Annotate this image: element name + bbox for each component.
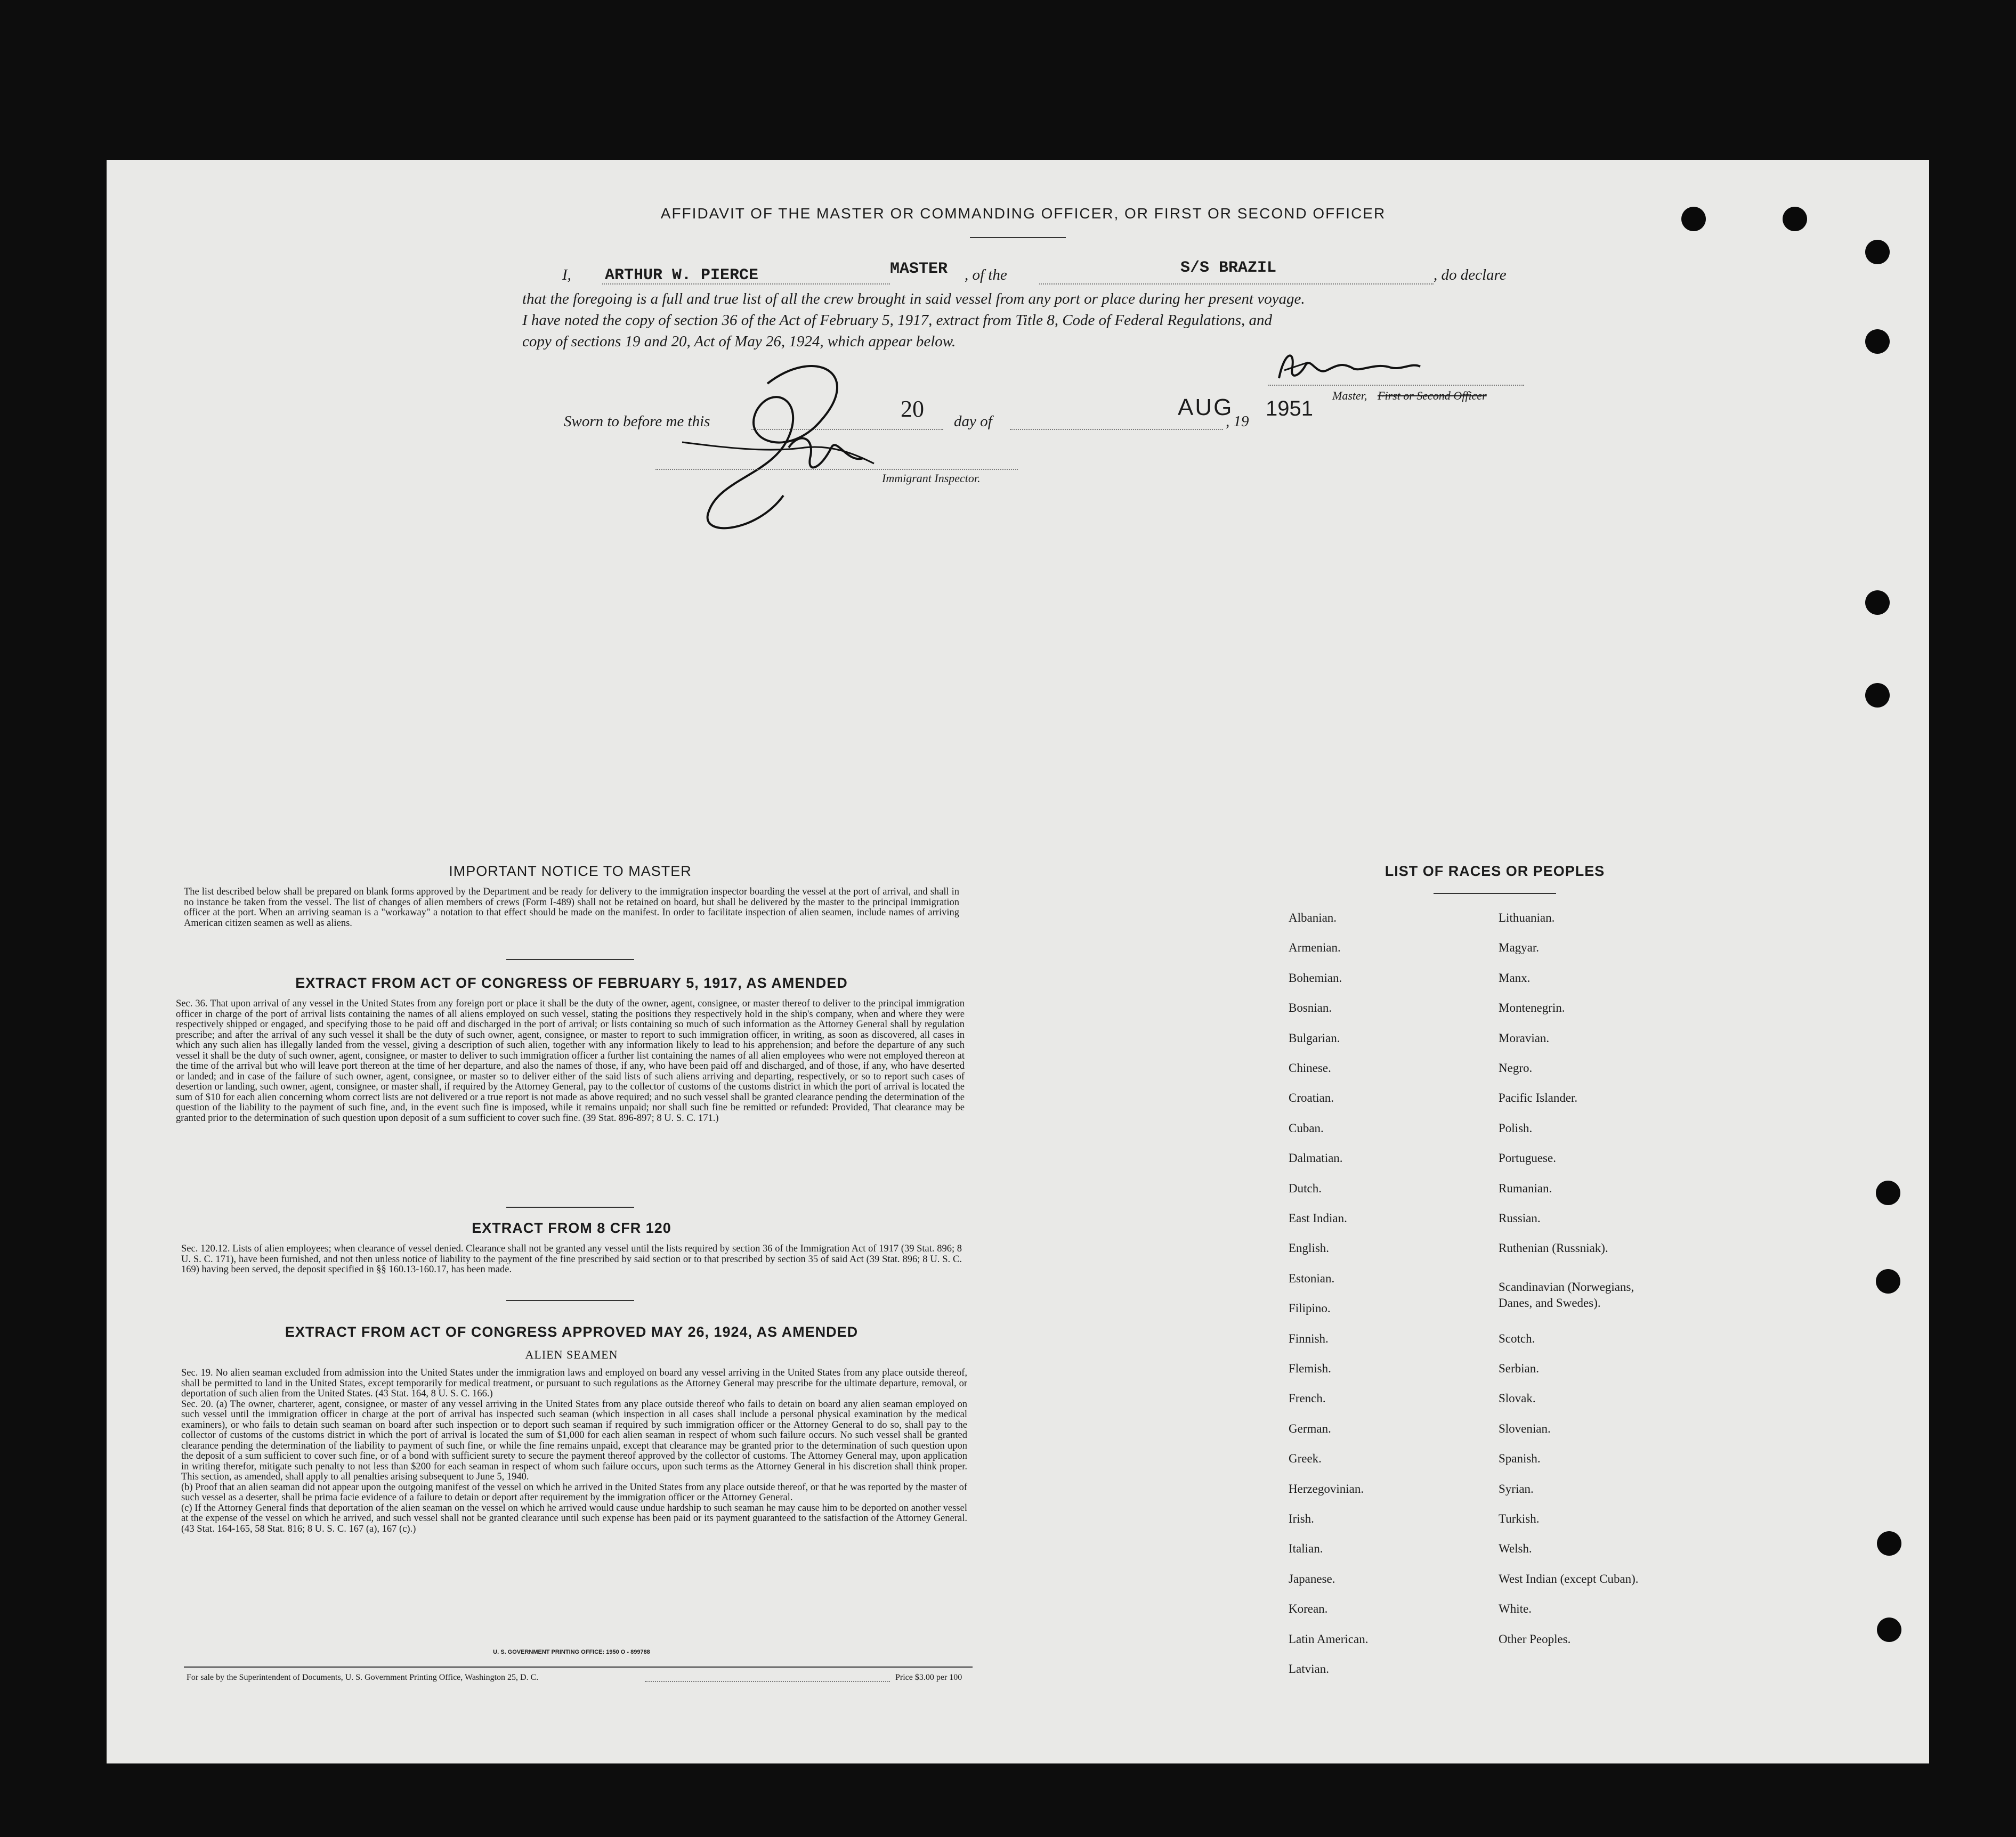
race-item: Danes, and Swedes). [1499, 1296, 1601, 1310]
year-prefix: , 19 [1226, 413, 1249, 430]
extract-1924-body [181, 1368, 967, 1534]
inspector-label: Immigrant Inspector. [882, 472, 981, 485]
race-item: Pacific Islander. [1499, 1091, 1578, 1105]
day-of-text: day of [954, 413, 992, 430]
inspector-signature [629, 352, 906, 543]
race-item: Dutch. [1289, 1181, 1322, 1195]
affidavit-title: AFFIDAVIT OF THE MASTER OR COMMANDING OFFICER, OR FIRST OR SECOND OFFICER [660, 205, 1386, 222]
master-signature [1268, 346, 1423, 389]
divider [506, 1207, 634, 1208]
race-item: Italian. [1289, 1542, 1323, 1556]
of-the-text: , of the [965, 266, 1007, 283]
affiant-rank: MASTER [890, 260, 948, 278]
month-line [1010, 429, 1223, 430]
footer-rule [184, 1667, 973, 1668]
inspector-line [655, 469, 1018, 470]
race-item: Magyar. [1499, 941, 1540, 955]
race-item: Dalmatian. [1289, 1151, 1343, 1165]
race-item: Flemish. [1289, 1362, 1331, 1375]
sworn-month: AUG [1178, 394, 1234, 420]
race-item: Estonian. [1289, 1271, 1335, 1285]
race-item: Rumanian. [1499, 1181, 1552, 1195]
race-item: West Indian (except Cuban). [1499, 1572, 1639, 1586]
notice-body: The list described below shall be prepared on blank forms approved by the Department and be ready for delivery to the immigration inspector boarding the vessel at the port of arrival, and shall in no instance be taken from the vessel. The list of changes of alien members of crews (Form I-489) shall not be retained on board, but shall be delivered by the master to the principal immigration officer at the port. When an arriving seaman is a "workaway" a notation to that effect should be made on the manifest. In order to facilitate inspection of alien seamen, include names of arriving American citizen seamen as well as aliens. [184, 887, 959, 929]
race-item: Syrian. [1499, 1482, 1534, 1495]
race-item: Scandinavian (Norwegians, [1499, 1280, 1634, 1294]
vessel-line [1039, 283, 1434, 285]
race-item: Slovenian. [1499, 1421, 1551, 1435]
race-item: Ruthenian (Russniak). [1499, 1241, 1608, 1255]
extract-1924-title: EXTRACT FROM ACT OF CONGRESS APPROVED MAY 26, 1924, AS AMENDED [285, 1324, 859, 1340]
race-item: Montenegrin. [1499, 1001, 1565, 1015]
punch-hole [1877, 1531, 1901, 1556]
vessel-name: S/S BRAZIL [1180, 259, 1277, 277]
race-item: French. [1289, 1392, 1326, 1405]
race-item: Finnish. [1289, 1331, 1329, 1345]
race-item: Turkish. [1499, 1512, 1540, 1525]
race-item: Bohemian. [1289, 971, 1342, 985]
sec-20c: (c) If the Attorney General finds that deportation of the alien seaman on the vessel on which he arrived would cause undue hardship to such seaman he may cause him to be deported on another vessel at the expense of the vessel on which he arrived, and such vessel shall not be granted clearance until such expense has been paid or its payment guaranteed to the satisfaction of the Attorney General. (43 Stat. 164-165, 58 Stat. 816; 8 U. S. C. 167 (a), 167 (c).) [181, 1502, 967, 1534]
affidavit-line-3: I have noted the copy of section 36 of the Act of February 5, 1917, extract from Title 8, Code of Federal Regulations, and [522, 312, 1273, 329]
punch-hole [1865, 590, 1890, 615]
race-item: Greek. [1289, 1452, 1322, 1466]
extract-1917-body: Sec. 36. That upon arrival of any vessel in the United States from any foreign port or place it shall be the duty of the owner, agent, consignee, or master thereof to deliver to the principal immigration officer in charge of the port of arrival lists containing the names of all aliens employed on such vessel, stating the positions they respectively hold in the ship's company, when and where they were respectively shipped or engaged, and specifying those to be paid off and discharged in the port of arrival; or lists containing so much of such information as the Attorney General shall by regulation prescribe; and after the arrival of any such vessel it shall be the duty of such owner, agent, consignee, or master to report to such immigration officer, in writing, as soon as discovered, all cases in which any such alien has illegally landed from the vessel, giving a description of such alien, together with any information likely to lead to his apprehension; and before the departure of any such vessel it shall be the duty of such owner, agent, consignee, or master to deliver to such immigration officer a further list containing the names of all alien employees who were not employed thereon at the time of the arrival but who will leave port thereon at the time of her departure, and also the names of those, if any, who have been paid off and discharged, and of those, if any, who have deserted or landed; and in case of the failure of such owner, agent, consignee, or master so to deliver either of the said lists of such aliens arriving and departing, respectively, or so to report such cases of desertion or landing, such owner, agent, consignee, or master shall, if required by the Attorney General, pay to the collector of customs of the customs district in which the port of arrival is located the sum of $10 for each alien concerning whom correct lists are not delivered or a true report is not made as above required; and no such vessel shall be granted clearance pending the determination of the question of the liability to the payment of such fine, and, in the event such fine is imposed, while it remains unpaid; nor shall such fine be remitted or refunded: Provided, That clearance may be granted prior to the determination of such question upon deposit of a sum sufficient to cover such fine. (39 Stat. 896-897; 8 U. S. C. 171.) [176, 998, 965, 1124]
punch-hole [1865, 240, 1890, 264]
sec-19: Sec. 19. No alien seaman excluded from admission into the United States under the immigration laws and employed on board any vessel arriving in the United States from any place outside thereof, shall be permitted to land in the United States, except temporarily for medical treatment, or pursuant to such regulations as the Attorney General may prescribe for the ultimate departure, removal, or deportation of such alien from the United States. (43 Stat. 164, 8 U. S. C. 166.) [181, 1368, 967, 1399]
sworn-text: Sworn to before me this [564, 413, 710, 430]
race-item: Spanish. [1499, 1452, 1541, 1466]
race-item: Korean. [1289, 1602, 1328, 1616]
race-item: Herzegovinian. [1289, 1482, 1364, 1495]
race-item: Irish. [1289, 1512, 1314, 1525]
printer-imprint: U. S. GOVERNMENT PRINTING OFFICE: 1950 O - 899788 [493, 1649, 650, 1655]
sworn-day: 20 [901, 396, 924, 422]
race-item: Albanian. [1289, 911, 1337, 924]
notice-title: IMPORTANT NOTICE TO MASTER [449, 863, 692, 879]
race-item: Negro. [1499, 1061, 1533, 1075]
race-item: English. [1289, 1241, 1330, 1255]
race-item: German. [1289, 1421, 1331, 1435]
race-item: Serbian. [1499, 1362, 1540, 1375]
race-item: Bulgarian. [1289, 1031, 1340, 1045]
race-item: Russian. [1499, 1212, 1541, 1225]
affiant-name: ARTHUR W. PIERCE [605, 266, 759, 285]
do-declare-text: , do declare [1434, 266, 1507, 283]
race-item: Lithuanian. [1499, 911, 1555, 924]
races-title: LIST OF RACES OR PEOPLES [1385, 863, 1605, 879]
race-item: Cuban. [1289, 1121, 1324, 1135]
races-title-underline [1434, 893, 1556, 894]
race-item: Other Peoples. [1499, 1632, 1571, 1646]
struck-officer-label: First or Second Officer [1378, 389, 1487, 402]
name-line [602, 283, 890, 285]
race-item: Portuguese. [1499, 1151, 1556, 1165]
punch-hole [1865, 683, 1890, 708]
sec-20a: Sec. 20. (a) The owner, charterer, agent, consignee, or master of any vessel arriving in the United States from any place outside thereof who fails to detain on board any alien seaman employed on such vessel until the immigration officer in charge at the port of arrival has inspected such seaman (which inspection in all cases shall include a personal physical examination by the medical examiners), or who fails to detain such seaman on board after such inspection or to deport such seaman if required by such immigration officer or the Attorney General to do so, shall pay to the collector of customs of the customs district in which the port of arrival is located the sum of $1,000 for each alien seaman in respect of whom such failure occurs. No such vessel shall be granted clearance pending the determination of the liability to payment of such fine, or while the fine remains unpaid, except that clearance may be granted prior to the determination of such question upon the deposit of a sum sufficient to cover such fine, or of a bond with sufficient surety to secure the payment thereof approved by the collector of customs. The Attorney General may, upon application in writing therefor, mitigate such penalty to not less than $200 for each seaman in respect of whom such failure occurs, upon such terms as the Attorney General in his discretion shall think proper. This section, as amended, shall apply to all penalties arising subsequent to June 5, 1940. [181, 1399, 967, 1482]
extract-cfr-body: Sec. 120.12. Lists of alien employees; when clearance of vessel denied. Clearance shall not be granted any vessel until the lists required by section 36 of the Immigration Act of 1917 (39 Stat. 896; 8 U. S. C. 171), have been furnished, and not then unless notice of liability to the payment of the fine prescribed by said section or to that prescribed by section 35 of said Act (39 Stat. 896; 8 U. S. C. 169) having been served, the deposit specified in §§ 160.13-160.17, has been made. [181, 1243, 962, 1275]
extract-1917-title: EXTRACT FROM ACT OF CONGRESS OF FEBRUARY 5, 1917, AS AMENDED [295, 975, 848, 991]
punch-hole [1783, 207, 1807, 231]
extract-cfr-title: EXTRACT FROM 8 CFR 120 [472, 1220, 671, 1236]
race-item: Moravian. [1499, 1031, 1550, 1045]
punch-hole [1865, 329, 1890, 354]
punch-hole [1876, 1181, 1900, 1205]
race-item: Chinese. [1289, 1061, 1331, 1075]
punch-hole [1877, 1617, 1901, 1642]
footer-sale-note: For sale by the Superintendent of Documents, U. S. Government Printing Office, Washington 25, D. C. [187, 1673, 539, 1682]
affidavit-line-2: that the foregoing is a full and true list of all the crew brought in said vessel from any port or place during her present voyage. [522, 290, 1305, 307]
sec-20b: (b) Proof that an alien seaman did not appear upon the outgoing manifest of the vessel on which he arrived in the United States from any place outside thereof, or that he was reported by the master of such vessel as a deserter, shall be prima facie evidence of a failure to detain or deport after requirement by the immigration officer or the Attorney General. [181, 1482, 967, 1503]
race-item: Polish. [1499, 1121, 1533, 1135]
race-item: Manx. [1499, 971, 1531, 985]
race-item: Scotch. [1499, 1331, 1535, 1345]
race-item: Japanese. [1289, 1572, 1335, 1586]
race-item: East Indian. [1289, 1212, 1347, 1225]
title-underline [970, 237, 1066, 238]
race-item: Slovak. [1499, 1392, 1536, 1405]
punch-hole [1876, 1269, 1900, 1294]
footer-price: Price $3.00 per 100 [895, 1673, 962, 1682]
race-item: Welsh. [1499, 1542, 1532, 1556]
footer-leader [645, 1681, 890, 1682]
race-item: Croatian. [1289, 1091, 1334, 1105]
race-item: Latvian. [1289, 1662, 1329, 1676]
race-item: Filipino. [1289, 1302, 1331, 1315]
master-label: Master, [1332, 389, 1367, 402]
affidavit-line-4: copy of sections 19 and 20, Act of May 26, 1924, which appear below. [522, 333, 956, 350]
alien-seamen-subtitle: ALIEN SEAMEN [525, 1348, 618, 1361]
race-item: White. [1499, 1602, 1532, 1616]
divider [506, 1300, 634, 1301]
race-item: Armenian. [1289, 941, 1341, 955]
race-item: Bosnian. [1289, 1001, 1332, 1015]
punch-hole [1681, 207, 1706, 231]
divider [506, 959, 634, 960]
race-item: Latin American. [1289, 1632, 1369, 1646]
affidavit-pronoun: I, [562, 266, 571, 283]
sworn-year: 1951 [1266, 397, 1313, 420]
